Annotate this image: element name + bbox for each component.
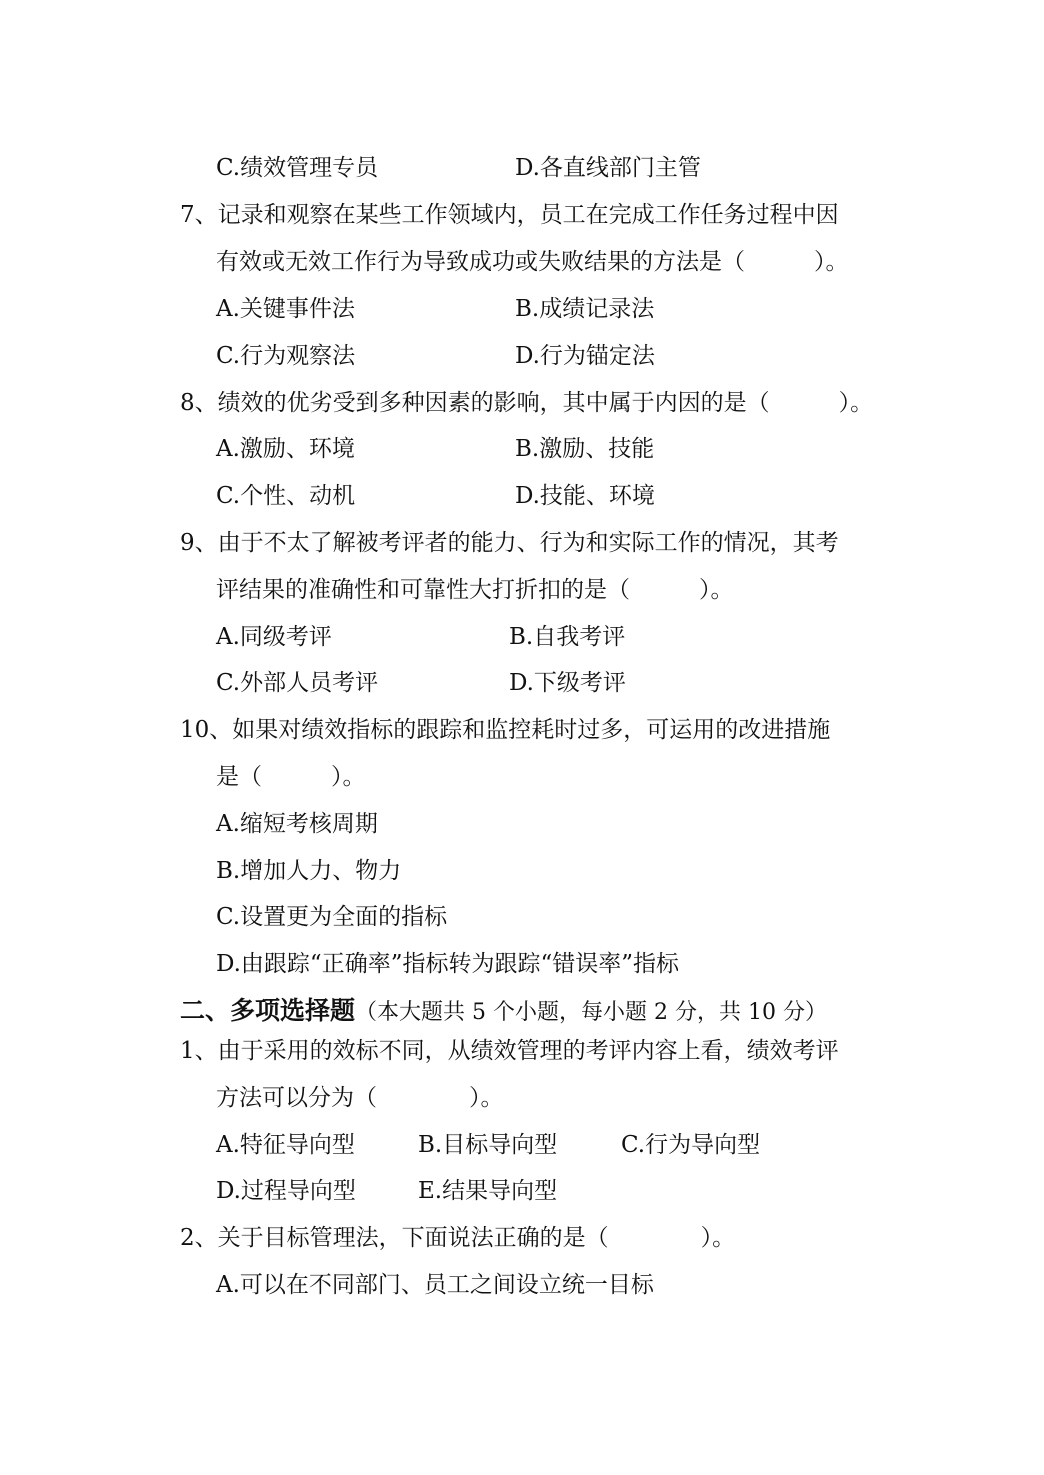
q7-stem-line1: 7、记录和观察在某些工作领域内，员工在完成工作任务过程中因 — [180, 202, 839, 228]
mq2-stem-line1: 2、关于目标管理法，下面说法正确的是（ ）。 — [180, 1225, 736, 1251]
q8-option-c: C.个性、动机 — [216, 483, 356, 509]
q7-option-b: B.成绩记录法 — [515, 296, 655, 322]
section-note: （本大题共 5 个小题，每小题 2 分，共 10 分） — [355, 1000, 827, 1025]
section-heading — [180, 994, 827, 1031]
q8-stem-line1: 8、绩效的优劣受到多种因素的影响，其中属于内因的是（ ）。 — [180, 390, 874, 416]
q8-option-a: A.激励、环境 — [216, 436, 355, 462]
q8-option-d: D.技能、环境 — [515, 483, 655, 509]
q10-option-d: D.由跟踪“正确率”指标转为跟踪“错误率”指标 — [216, 951, 679, 977]
q9-option-d: D.下级考评 — [509, 670, 626, 696]
q6-option-d: D.各直线部门主管 — [515, 155, 701, 181]
q10-option-c: C.设置更为全面的指标 — [216, 904, 448, 930]
q10-stem-line2: 是（ ）。 — [216, 764, 366, 790]
mq1-stem-line1: 1、由于采用的效标不同，从绩效管理的考评内容上看，绩效考评 — [180, 1038, 839, 1064]
q8-option-b: B.激励、技能 — [515, 436, 655, 462]
q9-stem-line2: 评结果的准确性和可靠性大打折扣的是（ ）。 — [216, 577, 734, 603]
mq1-option-b: B.目标导向型 — [418, 1132, 558, 1158]
q7-option-a: A.关键事件法 — [216, 296, 355, 322]
q10-option-b: B.增加人力、物力 — [216, 858, 402, 884]
section-title: 二、多项选择题 — [180, 996, 356, 1025]
q9-option-b: B.自我考评 — [509, 624, 626, 650]
q7-option-c: C.行为观察法 — [216, 343, 356, 369]
q9-option-c: C.外部人员考评 — [216, 670, 379, 696]
q7-option-d: D.行为锚定法 — [515, 343, 655, 369]
q10-stem-line1: 10、如果对绩效指标的跟踪和监控耗时过多，可运用的改进措施 — [180, 717, 831, 743]
mq1-stem-line2: 方法可以分为（ ）。 — [216, 1085, 504, 1111]
q9-stem-line1: 9、由于不太了解被考评者的能力、行为和实际工作的情况，其考 — [180, 530, 839, 556]
mq1-option-e: E.结果导向型 — [418, 1178, 558, 1204]
mq1-option-a: A.特征导向型 — [216, 1132, 355, 1158]
q7-stem-line2: 有效或无效工作行为导致成功或失败结果的方法是（ ）。 — [216, 249, 849, 275]
mq2-option-a: A.可以在不同部门、员工之间设立统一目标 — [216, 1272, 654, 1298]
q9-option-a: A.同级考评 — [216, 624, 332, 650]
mq1-option-d: D.过程导向型 — [216, 1178, 356, 1204]
q10-option-a: A.缩短考核周期 — [216, 811, 378, 837]
mq1-option-c: C.行为导向型 — [621, 1132, 761, 1158]
q6-option-c: C.绩效管理专员 — [216, 155, 379, 181]
